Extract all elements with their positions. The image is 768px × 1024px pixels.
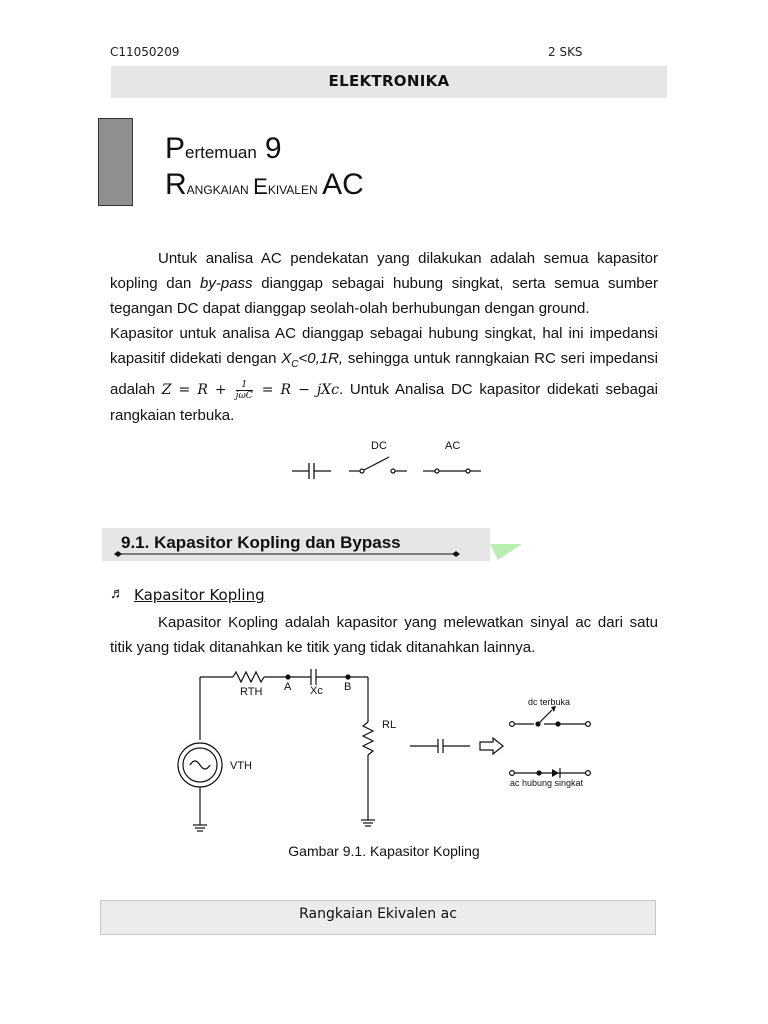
dc-open-label: dc terbuka (528, 697, 571, 707)
open-switch-symbol (349, 457, 407, 473)
subsection-title: Kapasitor Kopling (134, 586, 265, 604)
ac-short-label: ac hubung singkat (510, 778, 584, 788)
footer-title: Rangkaian Ekivalen ac (299, 906, 457, 922)
section-title: 9.1. Kapasitor Kopling dan Bypass (121, 533, 401, 552)
dc-ac-equivalence-diagram (285, 435, 495, 485)
closed-switch-symbol (423, 469, 481, 473)
vth-label: VTH (230, 760, 252, 772)
course-code: C11050209 (110, 45, 180, 59)
resistor-rl (363, 722, 373, 755)
paragraph-1: Untuk analisa AC pendekatan yang dilakukan adalah semua kapasitor kopling dan by-pass dianggap sebagai hubung singkat, serta semua sumber tegangan DC dapat dianggap seolah-olah berhubungan dengan ground. (110, 250, 658, 317)
rth-label: RTH (240, 686, 263, 698)
music-note-icon: ♬ (110, 585, 125, 602)
impedance-equation: Z = R + $\frac{1}{\text{jωC}}$ = R − jXc (161, 379, 339, 401)
paragraph-2: Kapasitor untuk analisa AC dianggap sebagai hubung singkat, hal ini impedansi kapasitif didekati dengan $X_C<0,1R$, sehingga untuk ranngkaian RC seri impedansi adalah Z = R + $\frac{1}{\text{jωC}}$ = R − jXc. Untuk Analisa DC kapasitor didekati sebagai rangkaian terbuka. (110, 325, 658, 424)
rl-label: RL (382, 719, 397, 731)
chapter-title-heading: Rangkaian Ekivalen AC (165, 168, 364, 201)
capacitor-symbol (292, 463, 331, 479)
coupling-capacitor-circuit (160, 665, 610, 835)
dc-label: DC (371, 440, 387, 452)
node-a-label: A (284, 681, 292, 693)
resistor-rth (233, 672, 264, 682)
body-paragraph-intro (110, 246, 658, 428)
figure-caption: Gambar 9.1. Kapasitor Kopling (288, 843, 480, 859)
course-credits: 2 SKS (548, 45, 583, 59)
xc-label: Xc (310, 685, 323, 697)
chapter-marker-block (98, 118, 133, 206)
node-b-label: B (344, 681, 352, 693)
ac-label: AC (445, 440, 461, 452)
subject-title: ELEKTRONIKA (328, 72, 450, 90)
body-paragraph-coupling: Kapasitor Kopling adalah kapasitor yang melewatkan sinyal ac dari satu titik yang tidak ditanahkan ke titik yang tidak ditanahkan lainnya. (110, 614, 658, 656)
chapter-number-heading: Pertemuan 9 (165, 132, 282, 165)
